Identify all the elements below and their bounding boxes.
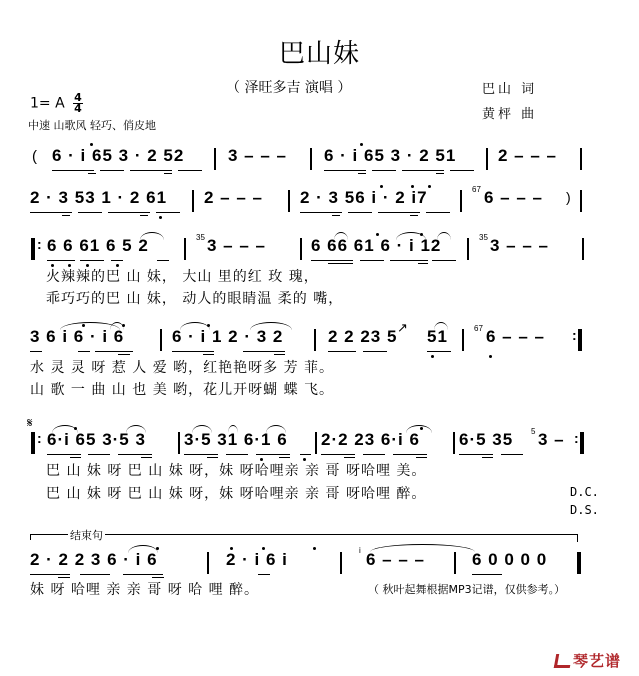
lyric-verse-1: 水 灵 灵 呀 惹 人 爱 哟，红艳艳呀多 芳 菲。	[30, 360, 335, 376]
repeat-colon: :	[37, 236, 43, 252]
lyric-verse-2: 巴 山 妹 呀 巴 山 妹 呀，妹 呀哈哩亲 亲 哥 呀哈哩 醉。	[46, 486, 427, 502]
measure-22-notes: 2 · i 6 i	[226, 550, 288, 569]
time-sig-numerator: 4	[74, 91, 82, 104]
key-label: 1= A	[30, 95, 65, 112]
time-sig-denominator: 4	[74, 102, 82, 115]
measure-12-notes: 3 – – –	[490, 236, 549, 255]
measure-5-notes: 2 · 3 53 1 · 2 61	[30, 188, 168, 207]
measure-7-notes: 2 · 3 56 i · 2 i7	[300, 188, 428, 207]
segno-icon: 𝄋	[27, 416, 33, 431]
logo-icon	[554, 654, 572, 668]
measure-11-notes: 6 66 61 6 · i 12	[311, 236, 442, 255]
lyric-verse-1: 巴 山 妹 呀 巴 山 妹 呀，妹 呀哈哩亲 亲 哥 呀哈哩 美。	[46, 463, 427, 479]
dc-marking: D.C.	[570, 485, 599, 499]
watermark-logo	[555, 650, 621, 671]
song-title: 巴山妹	[278, 39, 360, 69]
measure-20-notes: 6·5 35	[459, 430, 514, 449]
measure-24-notes: 6 0 0 0 0	[472, 550, 548, 569]
measure-20-end: 3 –	[538, 430, 565, 449]
measure-17-notes: 6·i 65 3·5 3	[47, 430, 146, 449]
measure-18-notes: 3·5 31 6·1 6	[184, 430, 288, 449]
measure-14-notes: 6 · i 1 2 · 3 2	[172, 327, 284, 346]
high-dot	[90, 143, 93, 146]
barline	[310, 148, 312, 170]
staff-line-4	[0, 320, 639, 357]
measure-9-notes: 6 6 61 6 5 2	[47, 236, 149, 255]
barline	[486, 148, 488, 170]
time-signature	[73, 93, 83, 114]
measure-10-notes: 3 – – –	[207, 236, 266, 255]
repeat-end	[578, 329, 582, 351]
staff-line-1	[0, 146, 639, 176]
measure-23-notes: 6 – – –	[366, 550, 425, 569]
repeat-start	[31, 238, 35, 260]
lyric-verse-2: 乖巧巧的巴 山 妹， 动人的眼睛温 柔的 嘴，	[46, 291, 344, 307]
measure-2-notes: 3 – – –	[228, 146, 287, 165]
lyric-ending: 妹 呀 哈哩 亲 亲 哥 呀 哈 哩 醉。	[30, 582, 260, 598]
measure-3-notes: 6 · i 65 3 · 2 51	[324, 146, 457, 165]
repeat-colon: :	[572, 327, 578, 343]
final-barline	[577, 552, 581, 574]
slide-up-icon: ↗	[397, 320, 409, 335]
grace-note: 5	[531, 427, 536, 436]
measure-1-notes: 6 · i 65 3 · 2 52	[52, 146, 185, 165]
grace-note: 67	[472, 185, 481, 194]
measure-6-notes: 2 – – –	[204, 188, 263, 207]
staff-line-6	[0, 546, 639, 580]
measure-8-notes: 6 – – –	[484, 188, 543, 207]
measure-15-end: 51	[427, 327, 448, 346]
measure-4-notes: 2 – – –	[498, 146, 557, 165]
staff-line-2	[0, 185, 639, 218]
open-paren: (	[32, 148, 38, 165]
barline	[214, 148, 216, 170]
grace-note: i	[359, 546, 361, 555]
key-signature	[30, 93, 83, 114]
ending-bracket	[30, 534, 578, 535]
staff-line-3: : 6 6 61 6 5 2 35 3 – – – 6 66 61 6 · i 12 35 3 – – –	[0, 236, 639, 266]
transcription-note: （ 秋叶起舞根据MP3记谱，仅供参考。）	[368, 583, 566, 596]
watermark-brand: 琴艺谱	[573, 652, 622, 670]
measure-21-notes: 2 · 2 2 3 6 · i 6	[30, 550, 158, 569]
tempo-marking: 中速 山歌风 轻巧、俏皮地	[28, 119, 156, 132]
staff-line-5: : 6·i 65 3·5 3 3·5 31 6·1 6 2·2 23 6·i 6 6·5 35 5 3 – :	[0, 430, 639, 460]
grace-note: 35	[196, 233, 205, 242]
composer-credit: 黄枰 曲	[482, 107, 538, 122]
close-paren: )	[566, 189, 572, 205]
measure-16-notes: 6 – – –	[486, 327, 545, 346]
lyric-verse-1: 火辣辣的巴 山 妹， 大山 里的红 玫 瑰，	[46, 269, 319, 285]
grace-note: 67	[474, 324, 483, 333]
ds-marking: D.S.	[570, 503, 599, 517]
lyricist-credit: 巴山 词	[482, 82, 538, 97]
barline	[580, 148, 582, 170]
measure-13-notes: 3 6 i 6 · i 6	[30, 327, 125, 346]
ending-label: 结束句	[70, 529, 103, 542]
measure-15-notes: 2 2 23 5	[328, 327, 398, 346]
lyric-verse-2: 山 歌 一 曲 山 也 美 哟，花儿开呀蝴 蝶 飞。	[30, 382, 335, 398]
measure-19-notes: 2·2 23 6·i 6	[321, 430, 420, 449]
singer-credit: （ 泽旺多吉 演唱 ）	[226, 80, 352, 96]
